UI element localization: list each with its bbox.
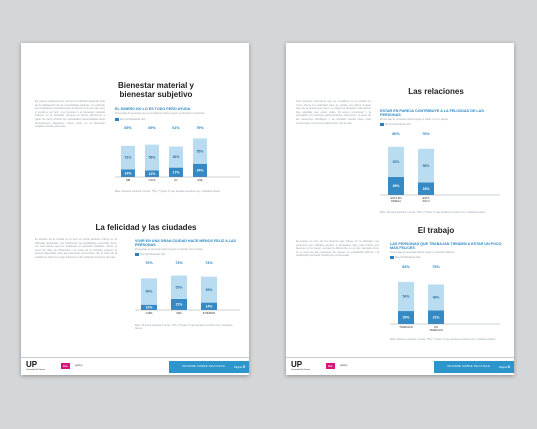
bar-label-bastante-feliz: 52% (392, 160, 400, 165)
bar-total-label: 80% (392, 132, 400, 136)
section-title-bienestar: Bienestar material y bienestar subjetivo (117, 81, 195, 99)
legend-text: Muy feliz Bastante feliz (395, 256, 421, 259)
section-title-trabajo: El trabajo (417, 226, 455, 235)
bar-label-bastante-feliz: 51% (124, 155, 132, 160)
bar-total-label: 75% (432, 265, 440, 269)
chart1-title: EL DINERO NO LO ES TODO PERO AYUDA (115, 107, 191, 111)
bar-label-muy-feliz: 14% (124, 171, 132, 176)
legend-swatch (135, 253, 139, 256)
up-logo-sub: Universidad de Palermo (291, 369, 311, 371)
page-label: Página (498, 366, 508, 369)
bar-total-label: 79% (196, 126, 204, 130)
footer-left (21, 357, 249, 375)
bar-label-muy-feliz: 14% (205, 304, 213, 309)
bar-total-label: 65% (124, 126, 132, 130)
bar-total-label: 61% (172, 126, 180, 130)
footer-right (286, 357, 514, 375)
page-number-value: 6 (507, 364, 510, 369)
chart1-legend (115, 118, 240, 121)
gallup-logo: gallup (340, 363, 348, 367)
bar-label-muy-feliz: 12% (148, 171, 156, 176)
chart2-legend (135, 253, 240, 256)
footer-report-title: INFORME SOBRE FELICIDAD (182, 365, 225, 368)
category-label: INTERIOR (202, 312, 216, 315)
category-label: D2E (197, 179, 203, 182)
legend-text: Muy feliz Bastante feliz (120, 118, 146, 121)
legend-swatch (115, 118, 119, 121)
bar-total-label: 83% (402, 265, 410, 269)
chart-bienestar (115, 123, 240, 189)
section-body-relaciones: Otro aspecto importante que se considera en el estudio es cómo afecta a la felicidad estar en pareja. Los datos revelan que las personas que viven en pareja se declaran más felices que aquellas que están solas. El apoyo emocional y la compañía son factores determinantes. Asimismo, el peso de las relaciones familiares y de amistad resulta clave para comprender el nivel de satisfacción con la vida. (296, 100, 371, 125)
up-logo: UP (291, 360, 303, 369)
chart3-subtitle: Porcentaje de personas felices según si están o no en pareja (380, 118, 448, 121)
bar-label-muy-feliz: 21% (175, 302, 183, 307)
legend-text: Muy feliz Bastante feliz (140, 253, 166, 256)
bar-total-label: 73% (175, 261, 183, 265)
category-label: TRABAJAN (399, 326, 413, 329)
bar-label-bastante-feliz: 60% (145, 289, 153, 294)
footer-report-title: INFORME SOBRE FELICIDAD (447, 365, 490, 368)
page-number (499, 365, 510, 369)
page-label: Página (233, 366, 243, 369)
category-label: ESTÁ EN (390, 197, 402, 200)
category-label: CABA (145, 312, 153, 315)
chart3-title: ESTAR EN PAREJA CONTRIBUYE A LA FELICIDAD DE LAS PERSONAS (380, 109, 484, 118)
chart3-legend (380, 123, 500, 126)
category-label: GBA (176, 312, 182, 315)
page-number-value: 5 (242, 364, 245, 369)
legend-swatch (390, 256, 394, 259)
gallup-logo: gallup (75, 363, 83, 367)
up-logo: UP (26, 360, 38, 369)
category-label: PAREJA (391, 200, 401, 203)
chart1-subtitle: Porcentaje de personas que se consideran felices según su situación económica (115, 112, 205, 115)
bar-label-muy-feliz: 20% (402, 315, 410, 320)
bar-total-label: 76% (422, 132, 430, 136)
bar-total-label: 74% (205, 261, 213, 265)
bar-label-muy-feliz: 17% (172, 170, 180, 175)
bar-total-label: 69% (148, 126, 156, 130)
bar-label-bastante-feliz: 46% (172, 155, 180, 160)
bar-label-bastante-feliz: 59% (205, 287, 213, 292)
bar-label-bastante-feliz: 55% (196, 149, 204, 154)
category-label: NBI (125, 179, 131, 182)
bar-label-bastante-feliz: 54% (402, 294, 410, 299)
legend-swatch (380, 123, 384, 126)
chart2-subtitle: Porcentaje de personas felices según el tamaño de la ciudad (135, 248, 203, 251)
chart3-source: Base: Muestra nacional. Fuente: TNS. (*) Nota: % que declaran sentirse muy o bastante felices (380, 211, 486, 214)
section-title-ciudades: La felicidad y las ciudades (95, 223, 197, 232)
chart2-title: VIVIR EN UNA GRAN CIUDAD HACE MENOS FELIZ A LAS PERSONAS (135, 239, 236, 248)
chart-ciudades (135, 258, 240, 322)
page-right (286, 43, 514, 375)
bar-label-bastante-feliz: 48% (432, 295, 440, 300)
bar-label-muy-feliz: 21% (432, 315, 440, 320)
tns-logo: tns (63, 364, 68, 368)
bar-total-label: 70% (145, 261, 153, 265)
page-left (21, 43, 249, 375)
chart4-title: LAS PERSONAS QUE TRABAJAN TIENDEN A ESTAR UN POCO MAS FELICES (390, 242, 502, 251)
bar-label-muy-feliz: 24% (196, 168, 204, 173)
category-label: D1 (174, 179, 178, 182)
section-title-relaciones: Las relaciones (408, 87, 464, 96)
tns-logo: tns (328, 364, 333, 368)
chart4-legend (390, 256, 508, 259)
legend-text: Muy feliz Bastante feliz (385, 123, 411, 126)
category-label: C2C3 (148, 179, 156, 182)
category-label: ESTÁ (422, 197, 430, 200)
category-label: TRABAJAN (429, 329, 443, 332)
chart4-subtitle: Porcentaje de personas felices según su situación laboral (390, 251, 454, 254)
category-label: NO (434, 326, 438, 329)
category-label: SOLO (422, 200, 430, 203)
bar-label-bastante-feliz: 56% (148, 155, 156, 160)
bar-label-muy-feliz: 26% (392, 184, 400, 189)
chart1-source: Base: Muestra nacional. Fuente: TNS. (*) Nota: % que declaran sentirse muy o bastante felices (115, 190, 221, 193)
bar-label-muy-feliz: 18% (422, 186, 430, 191)
chart-trabajo (390, 262, 500, 336)
section-body-bienestar: En países relativamente pobres la felicidad depende más de la satisfacción de las necesidades básicas. La mitad de los ciudadanos considera que el dinero no lo es todo pero si ayuda a ser feliz. Los ingresos y el bienestar material influyen en la felicidad, aunque su efecto disminuye a partir de cierto umbral. En sociedades desarrolladas otras dimensiones adquieren mayor peso en el bienestar subjetivo de las personas. (35, 100, 105, 129)
bar-label-bastante-feliz: 53% (175, 285, 183, 290)
up-logo-sub: Universidad de Palermo (26, 369, 46, 371)
chart-pareja (380, 129, 500, 209)
chart2-source: Base: Muestra nacional. Fuente: TNS. (*) Nota: % que declaran sentirse muy o bastante felices (135, 324, 233, 331)
chart4-source: Base: Muestra nacional. Fuente: TNS. (*) Nota: % que declaran sentirse muy o bastante felices (390, 338, 496, 341)
bar-label-bastante-feliz: 58% (422, 163, 430, 168)
section-body-trabajo: El empleo es otro de los factores que influye en la felicidad. Las personas que trabajan tienden a declararse algo más felices que quienes no lo hacen, aunque la diferencia no es tan marcada como en el caso de las relaciones de pareja. La estabilidad laboral y la realización personal contribuyen al bienestar. (296, 240, 379, 258)
bar-label-muy-feliz: 10% (145, 305, 153, 310)
page-number (234, 365, 245, 369)
section-body-ciudades: El tamaño de la ciudad en la que se reside también influye en la felicidad declarada. Los habitantes de localidades pequeñas dicen ser más felices que los residentes en grandes ciudades, donde el ritmo de vida, las distancias y el coste de la vivienda reducen el tiempo disponible para las relaciones personales. En el caso de la capital las cifras son algo inferiores a la media del conjunto del país. (35, 238, 117, 259)
